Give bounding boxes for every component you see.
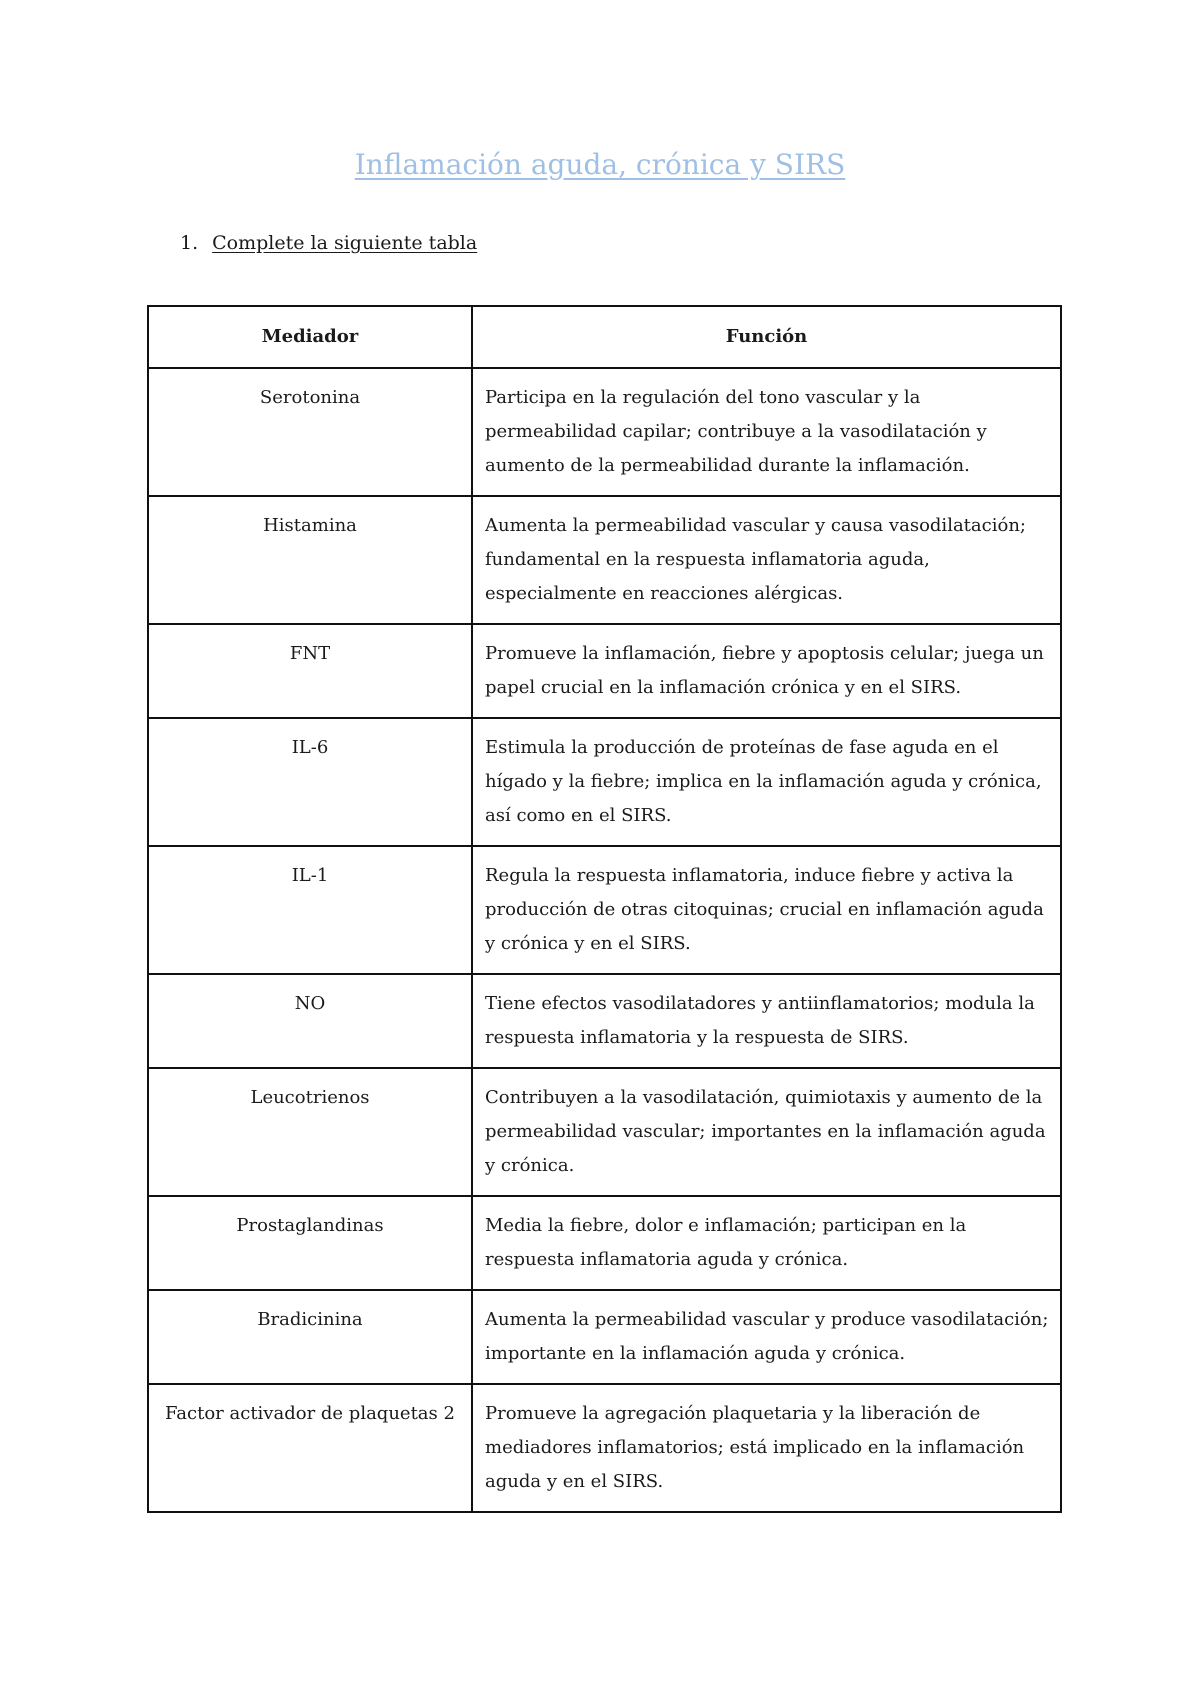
table-header-row <box>148 306 1061 368</box>
table-row <box>148 496 1061 624</box>
table-row <box>148 1290 1061 1384</box>
table-row <box>148 1196 1061 1290</box>
instruction-text: Complete la siguiente tabla <box>212 232 478 254</box>
instruction-number: 1. <box>180 232 199 254</box>
header-function: Función <box>472 306 1061 368</box>
function-cell: Regula la respuesta inflamatoria, induce fiebre y activa la producción de otras citoquinas; crucial en inflamación aguda y crónica y en el SIRS. <box>472 846 1061 974</box>
function-cell: Tiene efectos vasodilatadores y antiinflamatorios; modula la respuesta inflamatoria y la respuesta de SIRS. <box>472 974 1061 1068</box>
mediator-cell: FNT <box>148 624 472 718</box>
mediator-cell: Histamina <box>148 496 472 624</box>
mediator-cell: Prostaglandinas <box>148 1196 472 1290</box>
mediator-cell: IL-6 <box>148 718 472 846</box>
function-cell: Promueve la agregación plaquetaria y la liberación de mediadores inflamatorios; está implicado en la inflamación aguda y en el SIRS. <box>472 1384 1061 1512</box>
mediators-table <box>147 305 1062 1513</box>
mediator-cell: Bradicinina <box>148 1290 472 1384</box>
table-row <box>148 846 1061 974</box>
table-row <box>148 624 1061 718</box>
mediator-cell: NO <box>148 974 472 1068</box>
table-row <box>148 1068 1061 1196</box>
mediator-cell: Factor activador de plaquetas 2 <box>148 1384 472 1512</box>
mediator-cell: IL-1 <box>148 846 472 974</box>
function-cell: Estimula la producción de proteínas de fase aguda en el hígado y la fiebre; implica en la inflamación aguda y crónica, así como en el SIRS. <box>472 718 1061 846</box>
table-row <box>148 718 1061 846</box>
function-cell: Aumenta la permeabilidad vascular y causa vasodilatación; fundamental en la respuesta inflamatoria aguda, especialmente en reacciones alérgicas. <box>472 496 1061 624</box>
mediator-cell: Leucotrienos <box>148 1068 472 1196</box>
table-row <box>148 1384 1061 1512</box>
instruction-item <box>180 232 477 254</box>
function-cell: Contribuyen a la vasodilatación, quimiotaxis y aumento de la permeabilidad vascular; importantes en la inflamación aguda y crónica. <box>472 1068 1061 1196</box>
header-mediator: Mediador <box>148 306 472 368</box>
function-cell: Media la fiebre, dolor e inflamación; participan en la respuesta inflamatoria aguda y crónica. <box>472 1196 1061 1290</box>
function-cell: Participa en la regulación del tono vascular y la permeabilidad capilar; contribuye a la vasodilatación y aumento de la permeabilidad durante la inflamación. <box>472 368 1061 496</box>
table-row <box>148 974 1061 1068</box>
table-row <box>148 368 1061 496</box>
function-cell: Promueve la inflamación, fiebre y apoptosis celular; juega un papel crucial en la inflamación crónica y en el SIRS. <box>472 624 1061 718</box>
mediator-cell: Serotonina <box>148 368 472 496</box>
function-cell: Aumenta la permeabilidad vascular y produce vasodilatación; importante en la inflamación aguda y crónica. <box>472 1290 1061 1384</box>
page-title: Inflamación aguda, crónica y SIRS <box>354 148 846 181</box>
